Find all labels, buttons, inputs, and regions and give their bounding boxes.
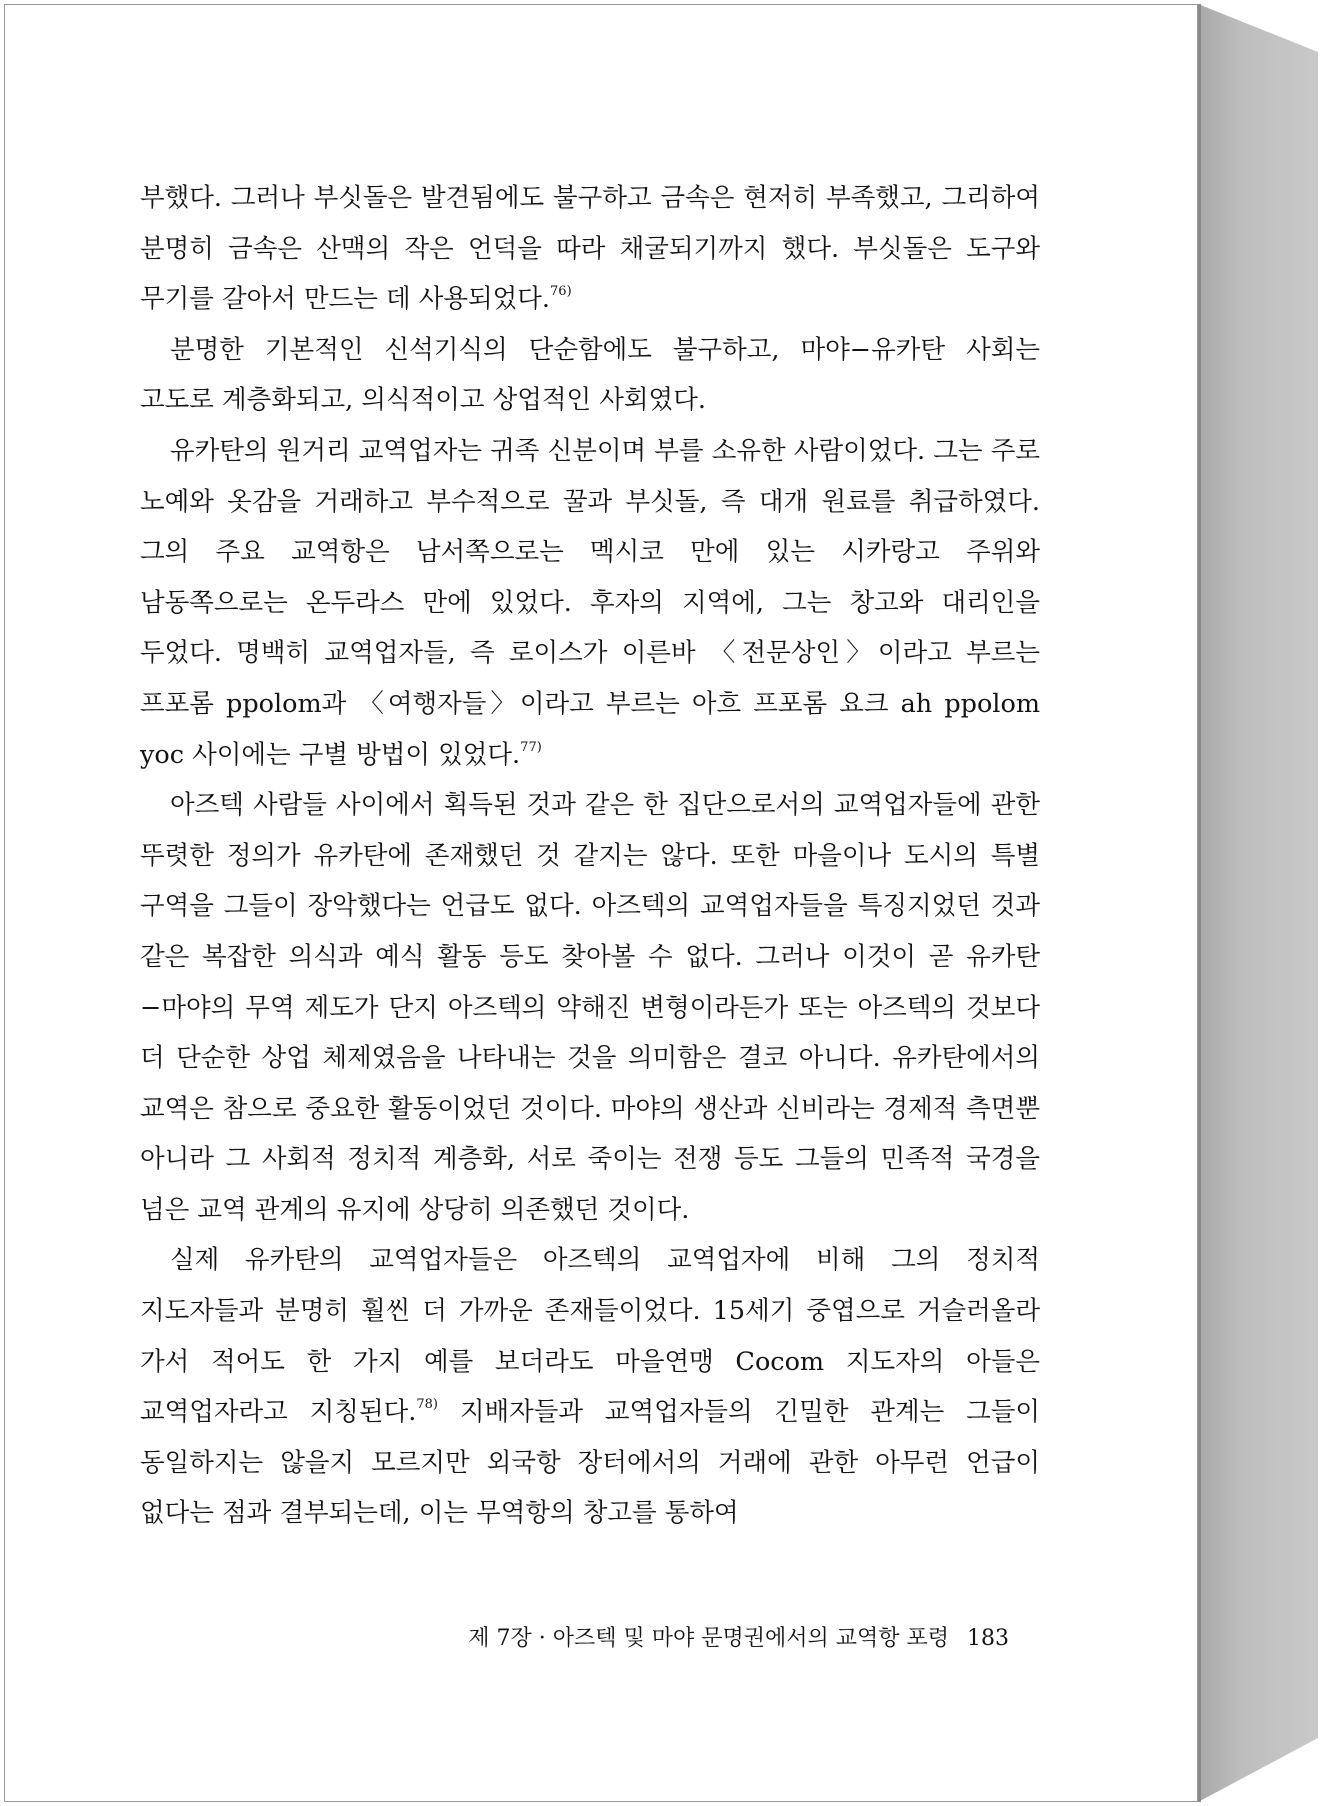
body-text bbox=[140, 173, 1040, 1539]
book-page bbox=[4, 4, 1198, 1802]
paragraph bbox=[140, 1235, 1040, 1539]
paragraph bbox=[140, 173, 1040, 325]
paragraph-text: 지배자들과 교역업자들의 긴밀한 관계는 그들이 동일하지는 않을지 모르지만 외국항 장터에서의 거래에 관한 아무런 언급이 없다는 점과 결부되는데, 이는 무역항의 창고를 통하여 bbox=[140, 1397, 1040, 1529]
paragraph-text: 실제 유카탄의 교역업자들은 아즈텍의 교역업자에 비해 그의 정치적 지도자들과 분명히 훨씬 더 가까운 존재들이었다. 15세기 중엽으로 거슬러올라 가서 적어도 한 가지 예를 보더라도 마을연맹 Cocom 지도자의 아들은 교역업자라고 지칭된다. bbox=[140, 1245, 1040, 1428]
footnote-marker: 77) bbox=[520, 739, 542, 755]
book-spine-line bbox=[1198, 4, 1201, 1802]
paragraph-text: 분명한 기본적인 신석기식의 단순함에도 불구하고, 마야−유카탄 사회는 고도로 계층화되고, 의식적이고 상업적인 사회였다. bbox=[140, 334, 1040, 416]
paragraph-text: 유카탄의 원거리 교역업자는 귀족 신분이며 부를 소유한 사람이었다. 그는 주로 노예와 옷감을 거래하고 부수적으로 꿀과 부싯돌, 즉 대개 원료를 취급하였다. 그의 주요 교역항은 남서쪽으로는 멕시코 만에 있는 시카랑고 주위와 남동쪽으로는 온두라스 만에 있었다. 후자의 지역에, 그는 창고와 대리인을 두었다. 명백히 교역업자들, 즉 로이스가 이른바 〈전문상인〉이라고 부르는 프포롬 ppolom과 〈여행자들〉이라고 부르는 아흐 프포롬 요크 ah ppolom yoc 사이에는 구별 방법이 있었다. bbox=[140, 435, 1040, 770]
footnote-marker: 78) bbox=[416, 1397, 438, 1413]
paragraph bbox=[140, 426, 1040, 780]
paragraph bbox=[140, 325, 1040, 426]
book-page-edges bbox=[1198, 4, 1318, 1802]
page-footer bbox=[468, 1621, 1009, 1652]
paragraph-text: 아즈텍 사람들 사이에서 획득된 것과 같은 한 집단으로서의 교역업자들에 관한 뚜렷한 정의가 유카탄에 존재했던 것 같지는 않다. 또한 마을이나 도시의 특별 구역을 그들이 장악했다는 언급도 없다. 아즈텍의 교역업자들을 특징지었던 것과 같은 복잡한 의식과 예식 활동 등도 찾아볼 수 없다. 그러나 이것이 곧 유카탄−마야의 무역 제도가 단지 아즈텍의 약해진 변형이라든가 또는 아즈텍의 것보다 더 단순한 상업 체제였음을 나타내는 것을 의미함은 결코 아니다. 유카탄에서의 교역은 참으로 중요한 활동이었던 것이다. 마야의 생산과 신비라는 경제적 측면뿐 아니라 그 사회적 정치적 계층화, 서로 죽이는 전쟁 등도 그들의 민족적 국경을 넘은 교역 관계의 유지에 상당히 의존했던 것이다. bbox=[140, 790, 1040, 1225]
footnote-marker: 76) bbox=[550, 284, 572, 300]
page-number: 183 bbox=[967, 1626, 1009, 1651]
paragraph bbox=[140, 780, 1040, 1235]
paragraph-text: 부했다. 그러나 부싯돌은 발견됨에도 불구하고 금속은 현저히 부족했고, 그리하여 분명히 금속은 산맥의 작은 언덕을 따라 채굴되기까지 했다. 부싯돌은 도구와 무기를 갈아서 만드는 데 사용되었다. bbox=[140, 183, 1040, 315]
running-footer-title: 제 7장 · 아즈텍 및 마야 문명권에서의 교역항 포령 bbox=[468, 1626, 949, 1651]
